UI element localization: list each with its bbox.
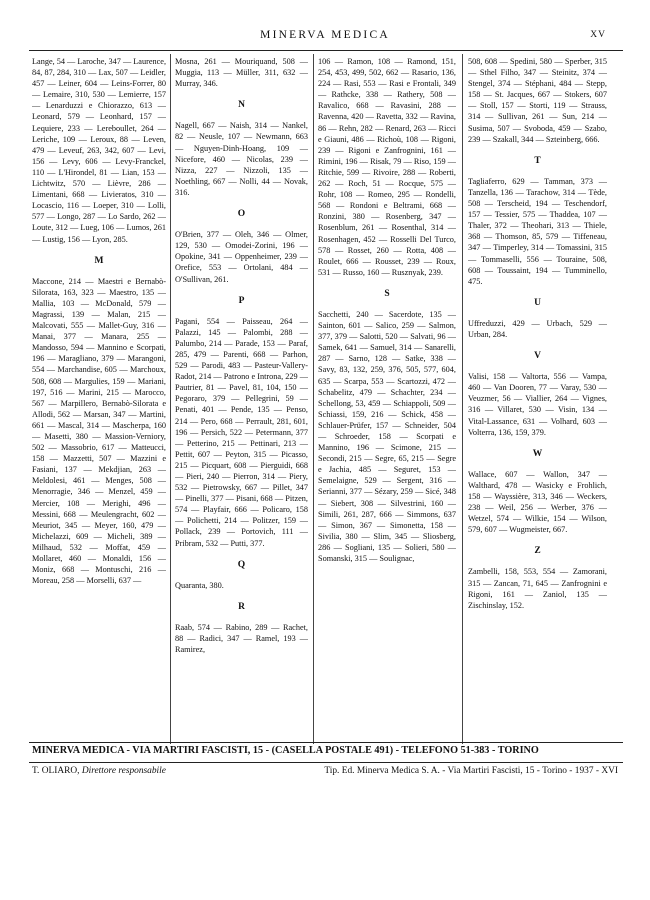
- section-letter: O: [237, 209, 246, 220]
- header-rule: [29, 50, 623, 51]
- footer-rule-bottom: [29, 762, 623, 763]
- editor-role: Direttore responsabile: [81, 766, 166, 776]
- publisher-address: MINERVA MEDICA - VIA MARTIRI FASCISTI, 15 - (CASELLA POSTALE 491) - TELEFONO 51-383 - TORINO: [32, 745, 539, 756]
- index-entries: Nagell, 667 — Naish, 314 — Nankel, 82 — Neusle, 107 — Newmann, 663 — Nguyen-Dinh-Hoang, 109 — Nicefore, 460 — Nicolas, 239 — Nizza, 227 — Nizzoli, 135 — Noethling, 667 — Nolli, 44 — Novak, 316.: [175, 121, 308, 197]
- section-letter: Z: [534, 546, 541, 557]
- index-column-3: [318, 56, 456, 736]
- section-letter: W: [532, 448, 543, 459]
- index-column-4: [468, 56, 607, 736]
- index-entries: Uffreduzzi, 429 — Urbach, 529 — Urban, 284.: [468, 318, 607, 339]
- section-letter: M: [94, 255, 104, 266]
- section-letter: V: [534, 351, 541, 362]
- column-divider: [170, 54, 171, 744]
- editor-name: T. OLIARO,: [32, 766, 80, 776]
- journal-title: MINERVA MEDICA: [260, 29, 390, 41]
- footer-rule-top: [29, 742, 623, 743]
- section-letter: N: [238, 100, 245, 111]
- running-header: [0, 29, 650, 47]
- index-entries: Pagani, 554 — Paisseau, 264 — Palazzi, 145 — Palombi, 288 — Palumbo, 214 — Parade, 153 — Paraf, 285, 479 — Parenti, 668 — Parhon, 529 — Parodi, 483 — Pasteur-Vallery-Radot, 214 — Patrono e Introna, 229 — Pautrier, 81 — Pavel, 81, 104, 150 — Pegoraro, 379 — Pellegrini, 59 — Penati, 401 — Pende, 135 — Penso, 214 — Pero, 668 — Perrault, 281, 601, 196 — Persich, 522 — Petermann, 377 — Petterino, 215 — Pettinari, 213 — Pettit, 607 — Peyton, 315 — Picasso, 215 — Picquart, 608 — Pierguidi, 668 — Pieri, 240 — Pierron, 314 — Piery, 532 — Pietrowsky, 667 — Pillet, 347 — Pinelli, 377 — Pisani, 668 — Pitzen, 574 — Playfair, 666 — Policaro, 158 — Polichetti, 214 — Politzer, 159 — Pollack, 239 — Portovich, 111 — Pribram, 532 — Putti, 377.: [175, 316, 308, 548]
- index-entries: Mosna, 261 — Mouriquand, 508 — Muggia, 113 — Müller, 311, 632 — Murray, 346.: [175, 57, 308, 89]
- index-entries: Raab, 574 — Rabino, 289 — Rachet, 88 — Radici, 347 — Ramel, 193 — Ramirez,: [175, 622, 308, 655]
- index-entries: Quaranta, 380.: [175, 580, 224, 590]
- section-letter: Q: [237, 559, 246, 570]
- index-entries: Valisi, 158 — Valtorta, 556 — Vampa, 460 — Van Dooren, 77 — Varay, 530 — Veuzmer, 56 — Viallier, 264 — Vignes, 316 — Villaret, 530 — Visin, 134 — Vital-Lassance, 631 — Volhard, 603 — Volterra, 136, 159, 379.: [468, 372, 607, 437]
- index-column-1: [32, 56, 166, 736]
- section-letter: P: [238, 295, 245, 306]
- column-divider: [313, 54, 314, 744]
- section-letter: R: [238, 601, 245, 612]
- index-column-2: [175, 56, 308, 736]
- printer-info: Tip. Ed. Minerva Medica S. A. - Via Martiri Fascisti, 15 - Torino - 1937 - XVI: [324, 766, 618, 776]
- index-entries: Zambelli, 158, 553, 554 — Zamorani, 315 — Zancan, 71, 645 — Zanfrognini e Rigoni, 161 — Zaniol, 135 — Zischinslay, 152.: [468, 567, 607, 610]
- page-number: XV: [590, 30, 606, 40]
- section-letter: U: [534, 297, 541, 308]
- index-entries: Sacchetti, 240 — Sacerdote, 135 — Sainton, 601 — Salico, 259 — Salmon, 377, 379 — Salotti, 520 — Salvati, 96 — Samek, 641 — Samuel, 314 — Sanarelli, 287 — Sarno, 128 — Satke, 338 — Savy, 83, 132, 259, 376, 505, 577, 604, 635 — Scarpa, 553 — Scartozzi, 472 — Schabelitz, 479 — Schachter, 234 — Schellong, 53, 459 — Schiappoli, 509 — Schiassi, 159, 216 — Schick, 458 — Schlauer-Prüfer, 157 — Schneider, 504 — Schroeder, 158 — Scorpati e Mannino, 196 — Scimone, 215 — Secondi, 215 — Segre, 65, 215 — Segre e Jachia, 485 — Seguret, 153 — Semelaigne, 529 — Sergent, 316 — Serianni, 377 — Sézary, 259 — Sicé, 348 — Siebert, 308 — Silvestrini, 160 — Simili, 261, 287, 666 — Simmons, 637 — Simon, 367 — Simonetta, 158 — Sivilia, 380 — Slim, 345 — Sliosberg, 286 — Sogliani, 135 — Solieri, 580 — Somanski, 315 — Soulignac,: [318, 309, 456, 564]
- index-entries: O'Brien, 377 — Oleh, 346 — Olmer, 129, 530 — Omodei-Zorini, 196 — Opokine, 341 — Oppenheimer, 239 — Orefice, 553 — Ortolani, 484 — O'Sullivan, 261.: [175, 230, 308, 284]
- index-entries: Maccone, 214 — Maestri e Bernabò-Silorata, 163, 323 — Maestro, 135 — Mallia, 103 — McDonald, 579 — Magrassi, 139 — Malan, 215 — Malcovati, 555 — Mallet-Guy, 316 — Manai, 377 — Manara, 255 — Mandosso, 594 — Mannino e Scorpati, 196 — Maragliano, 379 — Marangoni, 554 — Marchandise, 605 — Marchoux, 508, 608 — Margulies, 159 — Mariani, 197, 516 — Marini, 215 — Marocco, 567 — Marpillero, Bernabò-Silorata e Allodi, 562 — Marsan, 347 — Martini, 661 — Mascal, 314 — Mascherpa, 160 — Masetti, 380 — Massion-Verniory, 502 — Massobrio, 617 — Matteucci, 158 — Mazzetti, 507 — Mazzini e Fasiani, 137 — Mekdjian, 263 — Meldolesi, 461 — Menges, 508 — Menorragie, 346 — Menzel, 459 — Mercier, 108 — Merighi, 496 — Messini, 668 — Meulengracht, 602 — Meuriot, 345 — Meyer, 160, 479 — Michelazzi, 609 — Micheli, 389 — Milhaud, 532 — Moffat, 459 — Mollaret, 460 — Monaldi, 156 — Moniz, 668 — Montuschi, 216 — Moreau, 258 — Morselli, 637 —: [32, 276, 166, 586]
- index-entries: Tagliaferro, 629 — Tamman, 373 — Tanzella, 136 — Tarachow, 314 — Tède, 508 — Terscheid, 194 — Teschendorf, 157 — Tessier, 575 — Thaddea, 107 — Thaler, 372 — Theohari, 313 — Thiele, 368 — Thomson, 85, 579 — Tiffeneau, 347 — Timperley, 314 — Tomassini, 315 — Tommaselli, 556 — Touraine, 508, 608 — Toussaint, 194 — Tumminello, 475.: [468, 176, 607, 286]
- column-divider: [462, 54, 463, 744]
- index-entries: Wallace, 607 — Wallon, 347 — Walthard, 478 — Wasicky e Frohlich, 158 — Wayssière, 313, 346 — Weckers, 238 — Weil, 256 — Werber, 376 — Wetzel, 574 — Wilkie, 154 — Wilson, 579, 607 — Wugmeister, 667.: [468, 469, 607, 535]
- index-entries: 106 — Ramon, 108 — Ramond, 151, 254, 453, 499, 502, 662 — Rasario, 136, 224 — Rasi, 553 — Rasi e Frontali, 349 — Rathcke, 338 — Rathery, 508 — Ravalico, 668 — Ravasini, 288 — Ravenna, 420 — Ravetta, 332 — Ravina, 86 — Rehn, 282 — Renard, 263 — Ricci e Giauni, 486 — Richoù, 108 — Rigoni, 239 — Rigoni e Zanfrognini, 161 — Rimini, 196 — Risak, 79 — Riso, 159 — Ritchie, 599 — Rivoire, 288 — Roberti, 262 — Roch, 51 — Rocque, 575 — Rohr, 108 — Romeo, 295 — Rondelli, 568 — Rondoni e Beltrami, 668 — Ronzini, 380 — Rosenberg, 347 — Rosenblum, 261 — Rosenthal, 314 — Rosenhagen, 452 — Rosselli Del Turco, 578 — Rosset, 260 — Rotta, 408 — Roulet, 666 — Rousset, 239 — Roux, 531 — Russo, 160 — Rusznyak, 239.: [318, 57, 456, 277]
- index-entries: 508, 608 — Spedini, 580 — Sperber, 315 — Sthel Filho, 347 — Steinitz, 374 — Stengel, 374 — Stéphani, 484 — Stepp, 158 — St. Jacques, 667 — Stokers, 607 — Stoll, 157 — Storti, 119 — Strauss, 314 — Sullivan, 261 — Sun, 214 — Susima, 507 — Svoboda, 459 — Szabo, 239 — Szakall, 344 — Szteinberg, 666.: [468, 57, 607, 144]
- section-letter: S: [384, 288, 390, 299]
- index-entries: Lange, 54 — Laroche, 347 — Laurence, 84, 87, 284, 310 — Lax, 507 — Leidler, 457 — Leiner, 604 — Leins-Forrer, 80 — Lemaire, 310, 530 — Lemierre, 157 — Lenarduzzi e Chiorazzo, 613 — Leonard, 579 — Leonhard, 157 — Lequiere, 233 — Lereboullet, 264 — Leriche, 109 — Leroux, 88 — Leven, 479 — Leveuf, 263, 342, 607 — Levi, 156 — Levy, 606 — Levy-Franckel, 110 — L'Hirondel, 81 — Lian, 153 — Lichtwitz, 570 — Lièvre, 286 — Limentani, 668 — Livieratos, 310 — Locascio, 116 — Loeper, 310 — Lolli, 577 — Longo, 287 — Lo Sardo, 262 — Loute, 312 — Lueg, 106 — Lumos, 261 — Lustig, 156 — Lyon, 285.: [32, 57, 166, 244]
- imprint-line: [32, 766, 620, 776]
- section-letter: T: [534, 155, 541, 166]
